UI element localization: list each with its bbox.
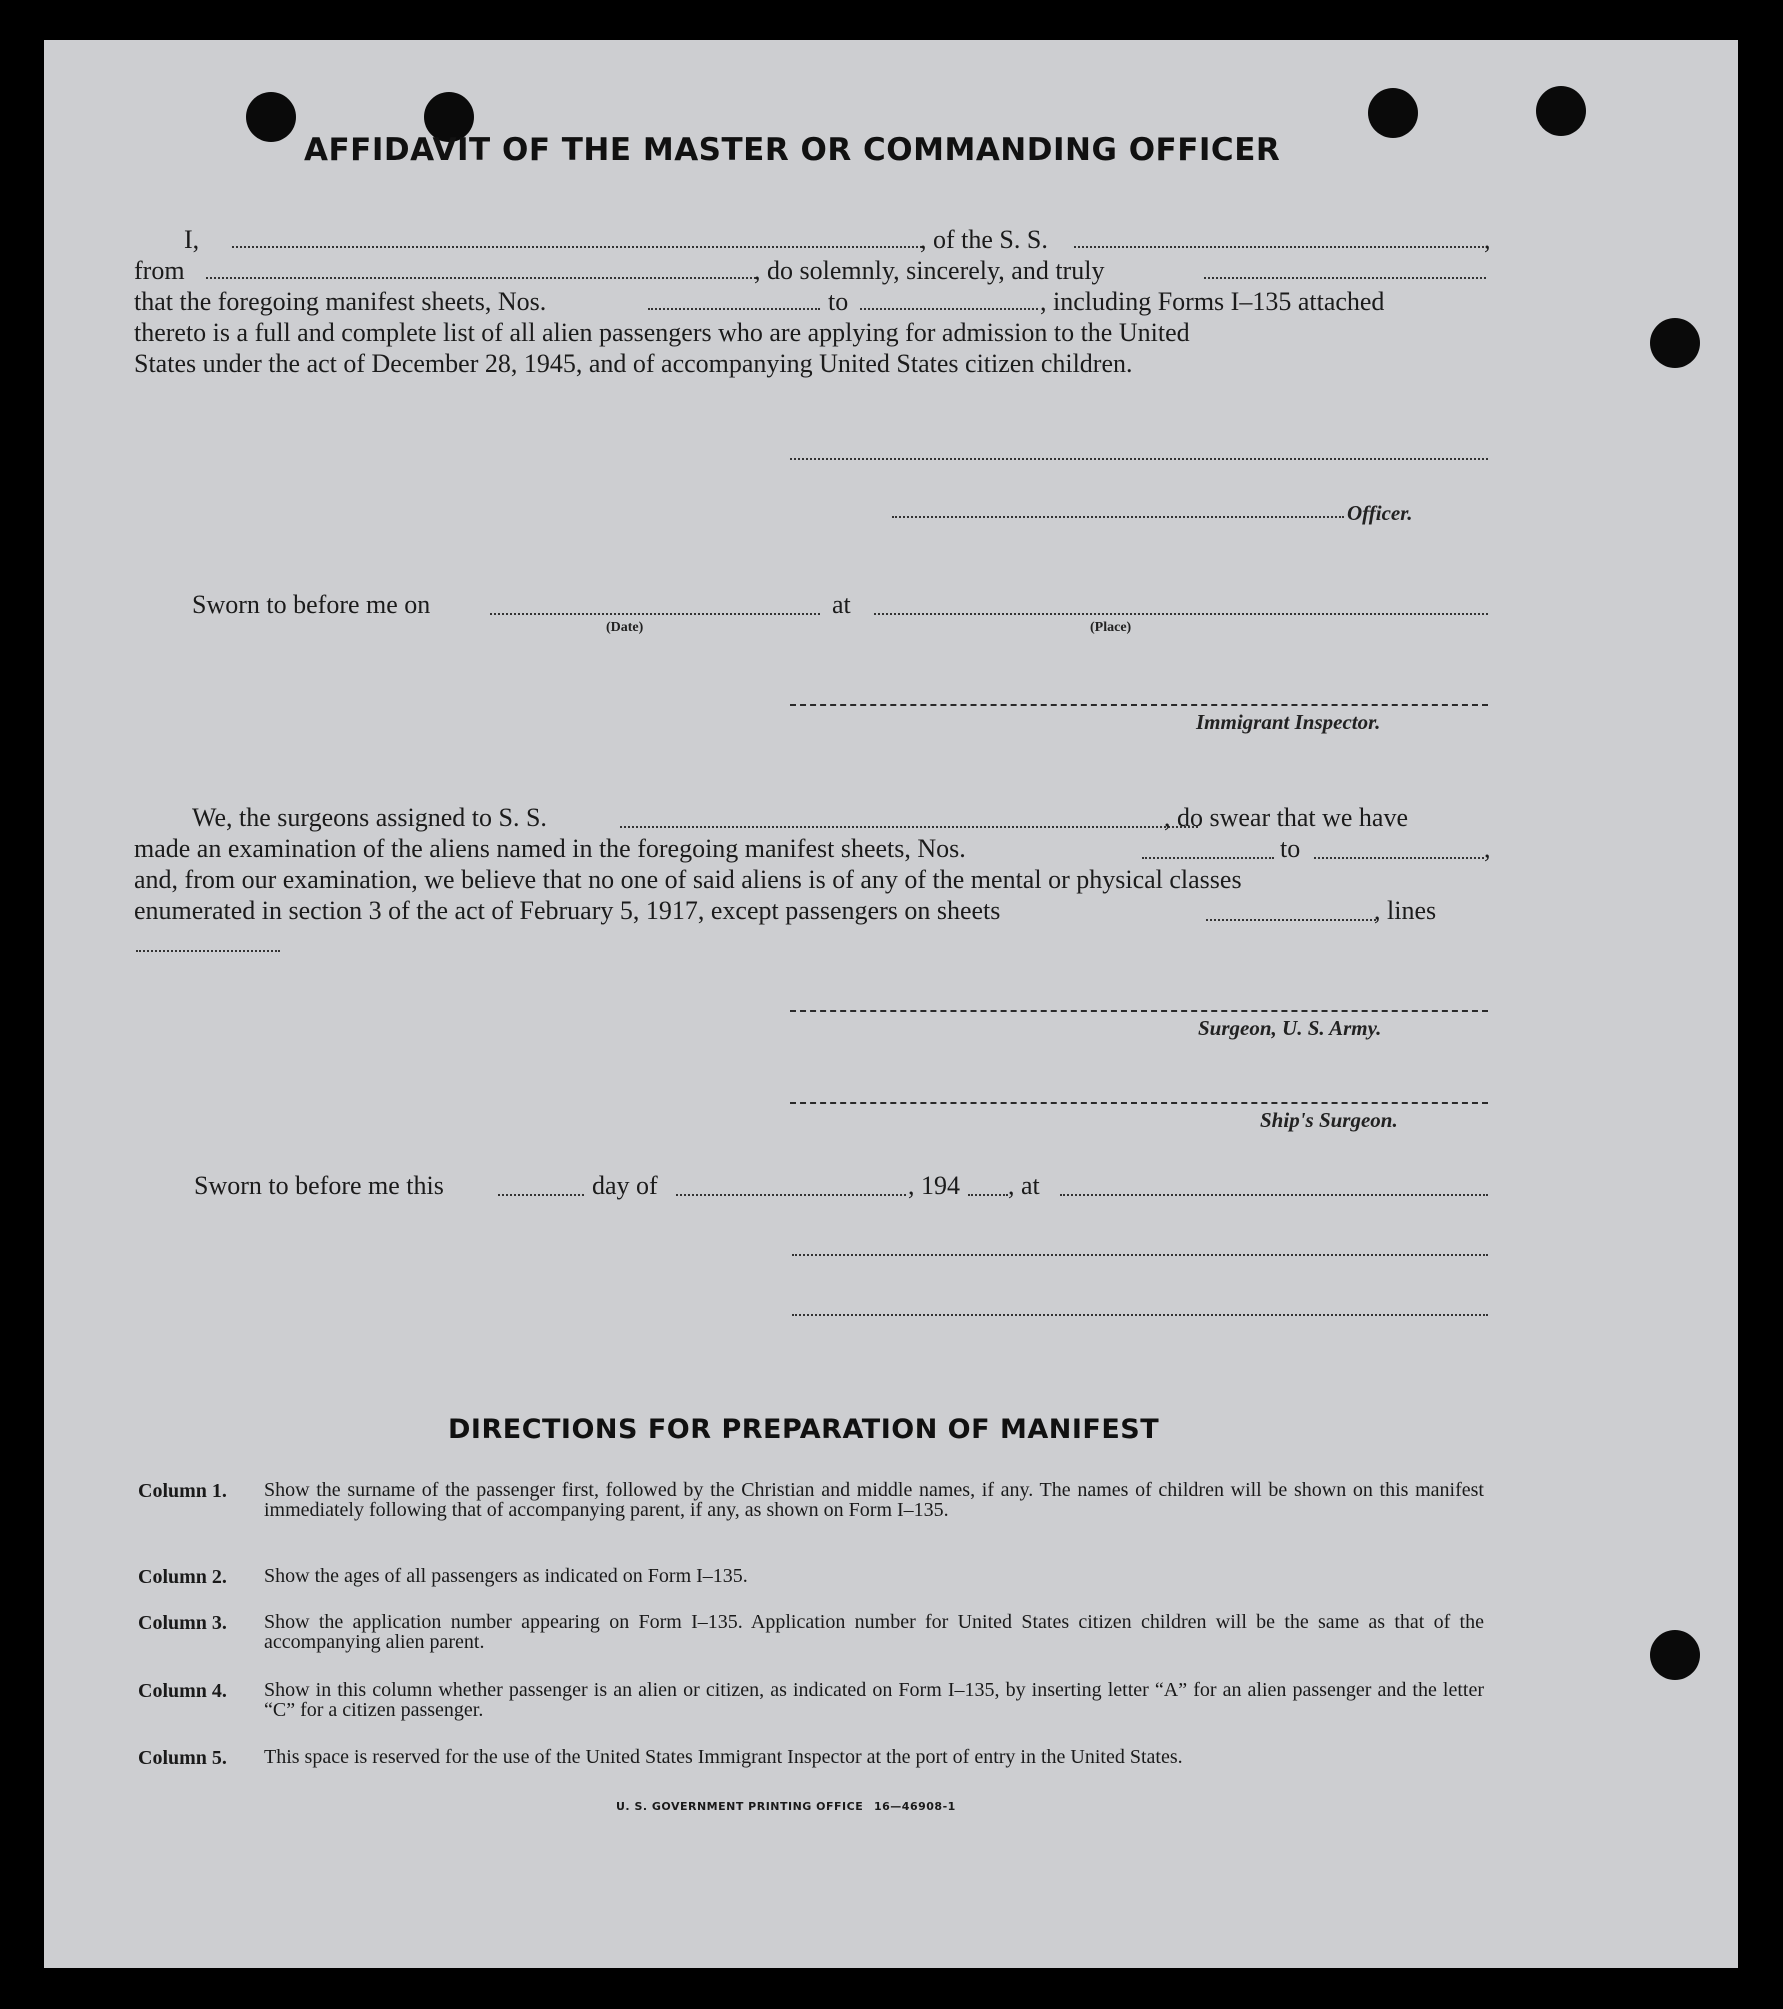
army-surgeon-signature-field[interactable] — [790, 1010, 1488, 1012]
column-1-text: Show the surname of the passenger first, followed by the Christian and middle names, if any. The names of children will be shown on this manifest immediately following that of accompanying parent, if any, as shown on Form I–135. — [264, 1479, 1484, 1521]
column-5-label: Column 5. — [138, 1747, 227, 1769]
column-2-label: Column 2. — [138, 1566, 227, 1588]
surgeons-line3: and, from our examination, we believe that no one of said aliens is of any of the mental or physical classes — [134, 865, 1242, 894]
column-4-text: Show in this column whether passenger is an alien or citizen, as indicated on Form I–135, by inserting letter “A” for an alien passenger and the letter “C” for a citizen passenger. — [264, 1679, 1484, 1721]
punch-hole — [1650, 318, 1700, 368]
document-page — [44, 40, 1738, 1968]
surgeons-line1-a: We, the surgeons assigned to S. S. — [192, 803, 547, 832]
surgeons-line2-c: , — [1484, 834, 1491, 863]
sworn-year-text: , 194 — [908, 1171, 960, 1200]
inspector-label: Immigrant Inspector. — [1196, 710, 1381, 734]
ship-surgeon-label: Ship's Surgeon. — [1260, 1108, 1398, 1132]
column-2-text: Show the ages of all passengers as indicated on Form I–135. — [264, 1565, 748, 1587]
sworn-this-text: Sworn to before me this — [194, 1171, 444, 1200]
except-sheets-field[interactable] — [1206, 919, 1376, 921]
punch-hole — [1650, 1630, 1700, 1680]
manifest-to-field[interactable] — [860, 308, 1038, 310]
officer-label: Officer. — [1347, 501, 1413, 525]
affidavit-i: I, — [184, 225, 200, 254]
except-lines-field[interactable] — [136, 950, 280, 952]
ship-name-field[interactable] — [1074, 246, 1484, 248]
surgeons-line2-a: made an examination of the aliens named in the foregoing manifest sheets, Nos. — [134, 834, 966, 863]
sworn-month-field[interactable] — [676, 1194, 906, 1196]
date-label: (Date) — [606, 620, 644, 635]
surgeons-line4-b: , lines — [1374, 896, 1437, 925]
affidavit-including: , including Forms I–135 attached — [1040, 287, 1385, 316]
sworn-date-field[interactable] — [490, 613, 820, 615]
sworn-place2-field[interactable] — [1060, 1194, 1488, 1196]
ship-surgeon-signature-field[interactable] — [790, 1102, 1488, 1104]
master-signature-field[interactable] — [790, 458, 1488, 460]
oath-field[interactable] — [1204, 277, 1486, 279]
sworn-at-text: at — [832, 590, 851, 619]
manifest-from-field[interactable] — [648, 308, 820, 310]
surgeons-line1-b: , do swear that we have — [1164, 803, 1409, 832]
sworn-before-text: Sworn to before me on — [192, 590, 431, 619]
sworn-at2-text: , at — [1008, 1171, 1040, 1200]
surgeon-ship-field[interactable] — [620, 826, 1198, 828]
directions-title: DIRECTIONS FOR PREPARATION OF MANIFEST — [448, 1414, 1160, 1445]
affidavit-do-solemnly: , do solemnly, sincerely, and truly — [754, 256, 1105, 285]
surgeon-sheets-from-field[interactable] — [1142, 857, 1274, 859]
punch-hole — [246, 92, 296, 142]
officiant-signature-field[interactable] — [792, 1254, 1488, 1256]
affidavit-manifest-nos: that the foregoing manifest sheets, Nos. — [134, 287, 547, 316]
affidavit-line4: thereto is a full and complete list of all alien passengers who are applying for admission to the United — [134, 318, 1190, 347]
departure-port-field[interactable] — [206, 277, 756, 279]
page-title: AFFIDAVIT OF THE MASTER OR COMMANDING OFFICER — [304, 132, 1281, 168]
column-1-label: Column 1. — [138, 1480, 227, 1502]
officer-title-field[interactable] — [892, 516, 1344, 518]
form-code: 16—46908-1 — [874, 1800, 956, 1813]
printer-imprint: U. S. GOVERNMENT PRINTING OFFICE — [616, 1800, 864, 1813]
punch-hole — [1536, 86, 1586, 136]
sworn-day-field[interactable] — [498, 1194, 584, 1196]
punch-hole — [1368, 88, 1418, 138]
surgeons-line2-b: to — [1280, 834, 1301, 863]
affidavit-of-ss: , of the S. S. — [920, 225, 1048, 254]
column-3-label: Column 3. — [138, 1612, 227, 1634]
master-name-field[interactable] — [232, 246, 922, 248]
affidavit-comma: , — [1484, 225, 1491, 254]
affidavit-line5: States under the act of December 28, 1945, and of accompanying United States citizen children. — [134, 349, 1133, 378]
inspector-signature-field[interactable] — [790, 704, 1488, 706]
column-5-text: This space is reserved for the use of the United States Immigrant Inspector at the port of entry in the United States. — [264, 1746, 1183, 1768]
surgeon-sheets-to-field[interactable] — [1314, 857, 1484, 859]
surgeons-line4-a: enumerated in section 3 of the act of February 5, 1917, except passengers on sheets — [134, 896, 1001, 925]
sworn-year-field[interactable] — [968, 1194, 1008, 1196]
column-4-label: Column 4. — [138, 1680, 227, 1702]
army-surgeon-label: Surgeon, U. S. Army. — [1198, 1016, 1382, 1040]
sworn-day-of-text: day of — [592, 1171, 658, 1200]
affidavit-from: from — [134, 256, 185, 285]
officiant-title-field[interactable] — [792, 1314, 1488, 1316]
place-label: (Place) — [1090, 620, 1132, 635]
column-3-text: Show the application number appearing on Form I–135. Application number for United States citizen children will be the same as that of the accompanying alien parent. — [264, 1611, 1484, 1653]
sworn-place-field[interactable] — [874, 613, 1488, 615]
affidavit-to: to — [828, 287, 849, 316]
